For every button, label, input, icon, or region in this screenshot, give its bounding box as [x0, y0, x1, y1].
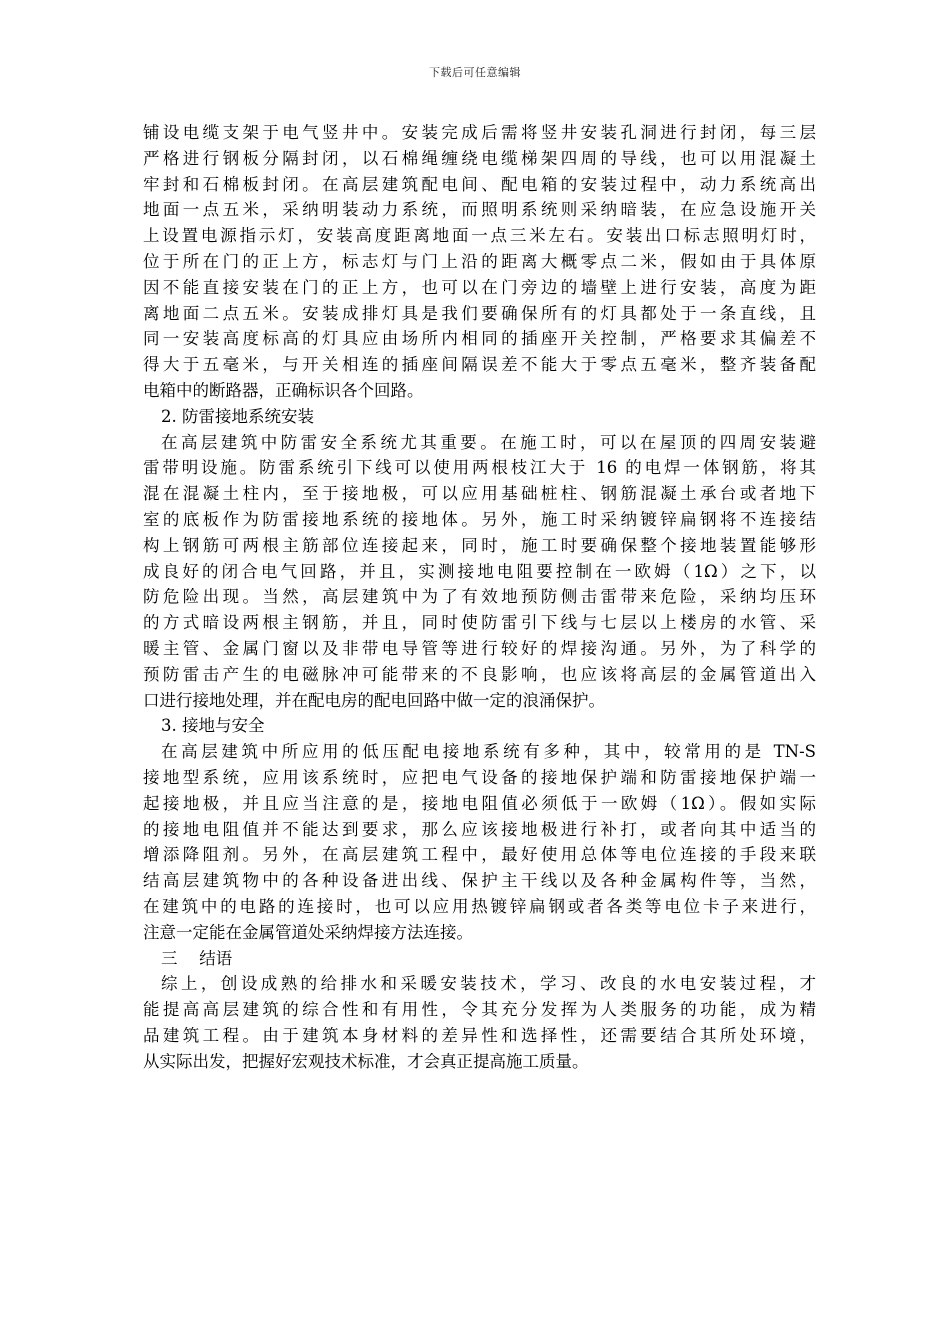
text-line: 成良好的闭合电气回路，并且，实测接地电阻要控制在一欧姆（1Ω）之下，以 — [143, 561, 816, 581]
text-line: 注意一定能在金属管道处采纳焊接方法连接。 — [143, 922, 473, 942]
text-line: 离地面二点五米。安装成排灯具是我们要确保所有的灯具都处于一条直线，且 — [143, 303, 816, 323]
text-line: 位于所在门的正上方，标志灯与门上沿的距离大概零点二米，假如由于具体原 — [143, 251, 816, 271]
text-line: 在高层建筑中防雷安全系统尤其重要。在施工时，可以在屋顶的四周安装避 — [161, 432, 816, 452]
text-line: 3. 接地与安全 — [161, 716, 265, 736]
text-line: 2. 防雷接地系统安装 — [161, 406, 314, 426]
text-line: 结高层建筑物中的各种设备进出线、保护主干线以及各种金属构件等，当然， — [143, 871, 816, 891]
text-line: 铺设电缆支架于电气竖井中。安装完成后需将竖井安装孔洞进行封闭，每三层 — [143, 123, 816, 142]
text-line: 能提高高层建筑的综合性和有用性，令其充分发挥为人类服务的功能，成为精 — [143, 1000, 816, 1020]
text-line: 口进行接地处理，并在配电房的配电回路中做一定的浪涌保护。 — [143, 690, 605, 710]
text-line: 预防雷击产生的电磁脉冲可能带来的不良影响，也应该将高层的金属管道出入 — [143, 664, 816, 684]
text-line: 起接地极，并且应当注意的是，接地电阻值必须低于一欧姆（1Ω）。假如实际 — [143, 793, 816, 813]
text-line: 混在混凝土柱内，至于接地极，可以应用基础桩柱、钢筋混凝土承台或者地下 — [143, 484, 816, 504]
text-line: 的接地电阻值并不能达到要求，那么应该接地极进行补打，或者向其中适当的 — [143, 819, 816, 839]
text-line: 电箱中的断路器，正确标识各个回路。 — [143, 380, 424, 400]
text-line: 从实际出发，把握好宏观技术标准，才会真正提高施工质量。 — [143, 1051, 589, 1071]
text-line: 三 结语 — [161, 948, 233, 968]
header-note: 下载后可任意编辑 — [429, 66, 521, 79]
text-line: 得大于五毫米，与开关相连的插座间隔误差不能大于零点五毫米，整齐装备配 — [143, 355, 816, 375]
text-line: 同一安装高度标高的灯具应由场所内相同的插座开关控制，严格要求其偏差不 — [143, 329, 816, 349]
text-line: 防危险出现。当然，高层建筑中为了有效地预防侧击雷带来危险，采纳均压环 — [143, 587, 816, 607]
text-line: 因不能直接安装在门的正上方，也可以在门旁边的墙壁上进行安装，高度为距 — [143, 277, 816, 297]
text-line: 雷带明设施。防雷系统引下线可以使用两根枝江大于 16 的电焊一体钢筋，将其 — [143, 458, 816, 478]
document-body — [143, 120, 816, 1074]
text-line: 在建筑中的电路的连接时，也可以应用热镀锌扁钢或者各类等电位卡子来进行， — [143, 896, 816, 916]
text-line: 综上，创设成熟的给排水和采暖安装技术，学习、改良的水电安装过程，才 — [161, 974, 816, 994]
text-line: 的方式暗设两根主钢筋，并且，同时使防雷引下线与七层以上楼房的水管、采 — [143, 613, 816, 633]
text-line: 增添降阻剂。另外，在高层建筑工程中，最好使用总体等电位连接的手段来联 — [143, 845, 816, 865]
text-line: 品建筑工程。由于建筑本身材料的差异性和选择性，还需要结合其所处环境， — [143, 1025, 816, 1045]
text-line: 地面一点五米，采纳明装动力系统，而照明系统则采纳暗装，在应急设施开关 — [143, 200, 816, 220]
text-line: 在高层建筑中所应用的低压配电接地系统有多种，其中，较常用的是 TN-S — [161, 742, 816, 762]
text-line: 接地型系统，应用该系统时，应把电气设备的接地保护端和防雷接地保护端一 — [143, 767, 816, 787]
text-line: 暖主管、金属门窗以及非带电导管等进行较好的焊接沟通。另外，为了科学的 — [143, 638, 816, 658]
text-line: 上设置电源指示灯，安装高度距离地面一点三米左右。安装出口标志照明灯时， — [143, 226, 816, 246]
text-line: 牢封和石棉板封闭。在高层建筑配电间、配电箱的安装过程中，动力系统高出 — [143, 174, 816, 194]
text-line: 严格进行钢板分隔封闭，以石棉绳缠绕电缆梯架四周的导线，也可以用混凝土 — [143, 148, 816, 168]
text-line: 构上钢筋可两根主筋部位连接起来，同时，施工时要确保整个接地装置能够形 — [143, 535, 816, 555]
text-line: 室的底板作为防雷接地系统的接地体。另外，施工时采纳镀锌扁钢将不连接结 — [143, 509, 816, 529]
